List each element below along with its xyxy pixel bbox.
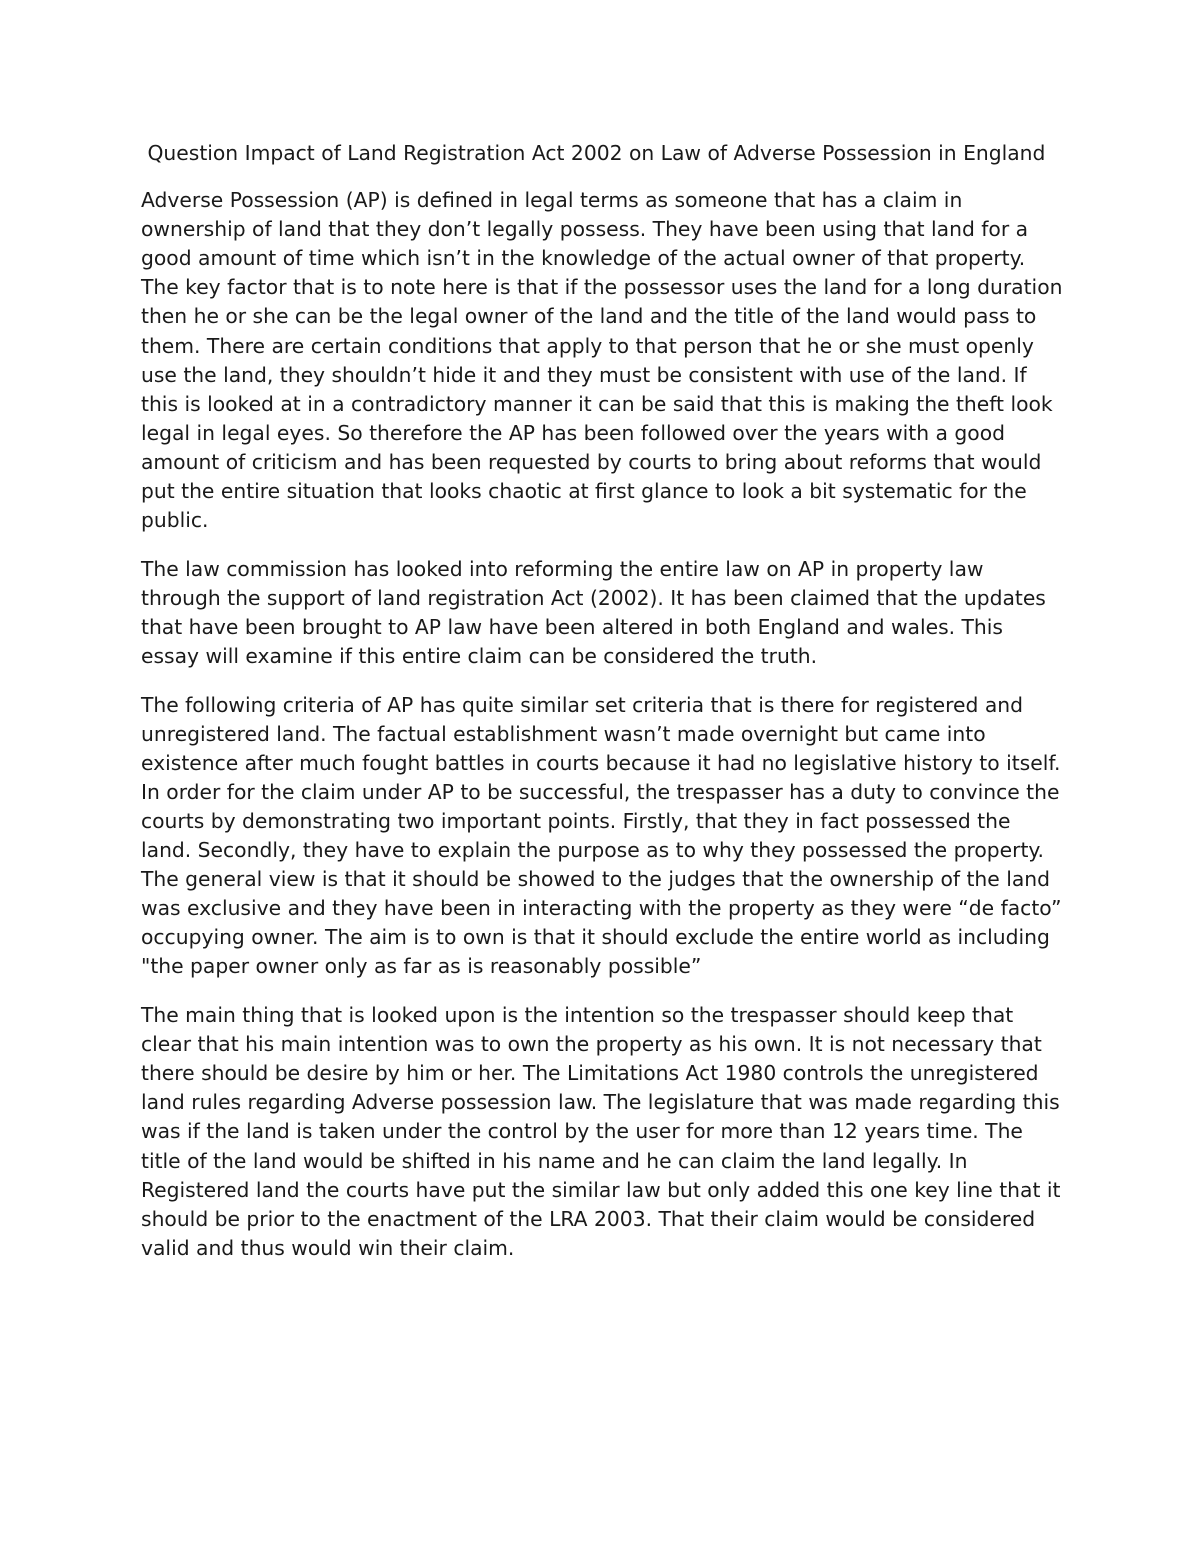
- paragraph-law-commission: The law commission has looked into reforming the entire law on AP in property law through the support of land registration Act (2002). It has been claimed that the updates that have been brought to AP law have been altered in both England and wales. This essay will examine if this entire claim can be considered the truth.: [141, 556, 1053, 668]
- paragraph-criteria: The following criteria of AP has quite similar set criteria that is there for registered and unregistered land. The factual establishment wasn’t made overnight but came into existence after much fought battles in courts because it had no legislative history to itself. In order for the claim under AP to be successful, the trespasser has a duty to convince the courts by demonstrating two important points. Firstly, that they in fact possessed the land. Secondly, they have to explain the purpose as to why they possessed the property. The general view is that it should be showed to the judges that the ownership of the land was exclusive and they have been in interacting with the property as they were “de facto” occupying owner. The aim is to own is that it should exclude the entire world as including "the paper owner only as far as is reasonably possible”: [141, 692, 1068, 979]
- document-title: Question Impact of Land Registration Act 2002 on Law of Adverse Possession in England: [141, 141, 1046, 165]
- paragraph-intention: The main thing that is looked upon is the intention so the trespasser should keep that clear that his main intention was to own the property as his own. It is not necessary that there should be desire by him or her. The Limitations Act 1980 controls the unregistered land rules regarding Adverse possession law. The legislature that was made regarding this was if the land is taken under the control by the user for more than 12 years time. The title of the land would be shifted in his name and he can claim the land legally. In Registered land the courts have put the similar law but only added this one key line that it should be prior to the enactment of the LRA 2003. That their claim would be considered valid and thus would win their claim.: [141, 1003, 1067, 1260]
- document-page: [141, 139, 1069, 1282]
- paragraph-definition: Adverse Possession (AP) is defined in legal terms as someone that has a claim in ownership of land that they don’t legally possess. They have been using that land for a good amount of time which isn’t in the knowledge of the actual owner of that property. The key factor that is to note here is that if the possessor uses the land for a long duration then he or she can be the legal owner of the land and the title of the land would pass to them. There are certain conditions that apply to that person that he or she must openly use the land, they shouldn’t hide it and they must be consistent with use of the land. If this is looked at in a contradictory manner it can be said that this is making the theft look legal in legal eyes. So therefore the AP has been followed over the years with a good amount of criticism and has been requested by courts to bring about reforms that would put the entire situation that looks chaotic at first glance to look a bit systematic for the public.: [141, 188, 1069, 533]
